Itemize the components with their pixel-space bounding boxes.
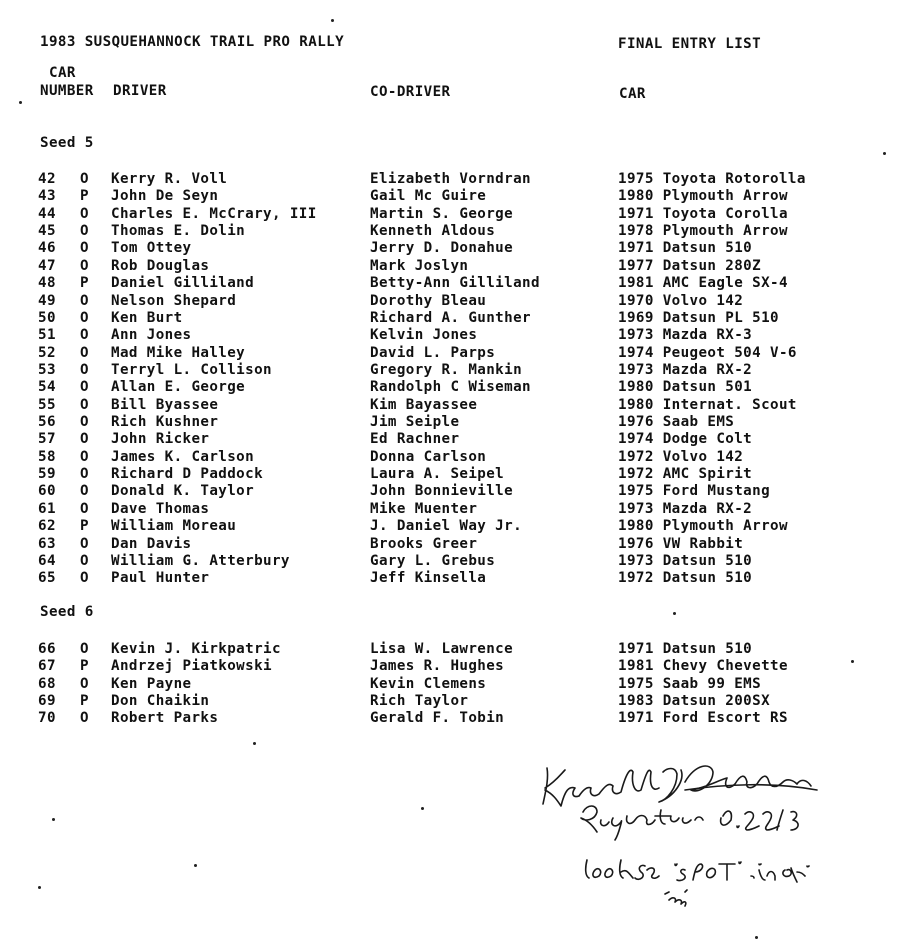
paper-speck: [883, 152, 886, 155]
car-model: 1975 Ford Mustang: [618, 483, 771, 500]
car-number: 45: [38, 223, 56, 240]
entry-row: [0, 327, 900, 344]
entry-class: O: [80, 535, 89, 552]
car-number: 67: [38, 658, 56, 675]
paper-speck: [421, 807, 424, 810]
entry-row: [0, 641, 900, 658]
car-model: 1980 Internat. Scout: [618, 396, 797, 413]
entry-class: O: [80, 223, 89, 240]
driver-name: Paul Hunter: [111, 570, 210, 587]
car-number: 63: [38, 535, 56, 552]
co-driver-name: Kevin Clemens: [370, 675, 487, 692]
driver-name: Kevin J. Kirkpatric: [111, 641, 281, 657]
entry-class: O: [80, 240, 89, 257]
car-number: 59: [38, 466, 56, 483]
co-driver-name: Martin S. George: [370, 205, 514, 222]
driver-name: Daniel Gilliland: [111, 275, 255, 292]
car-number: 58: [38, 448, 56, 465]
co-driver-name: Gary L. Grebus: [370, 552, 496, 569]
document-subtitle: FINAL ENTRY LIST: [618, 36, 762, 52]
co-driver-name: Ed Rachner: [370, 431, 460, 448]
driver-name: Nelson Shepard: [111, 292, 237, 309]
driver-name: Tom Ottey: [111, 240, 192, 257]
car-number: 51: [38, 327, 56, 344]
car-number: 70: [38, 710, 56, 727]
car-number: 43: [38, 188, 56, 205]
column-header-car-number-line1: CAR: [49, 65, 76, 81]
co-driver-name: Mark Joslyn: [370, 257, 469, 274]
driver-name: John De Seyn: [111, 188, 219, 205]
car-number: 42: [38, 171, 56, 187]
entry-row: [0, 710, 900, 727]
car-model: 1981 Chevy Chevette: [618, 658, 788, 675]
car-model: 1969 Datsun PL 510: [618, 309, 779, 326]
entry-class: O: [80, 431, 89, 448]
co-driver-name: Mike Muenter: [370, 500, 478, 517]
entry-row: [0, 275, 900, 292]
car-model: 1977 Datsun 280Z: [618, 257, 762, 274]
entry-class: O: [80, 379, 89, 396]
entry-row: [0, 553, 900, 570]
co-driver-name: Gerald F. Tobin: [370, 710, 505, 727]
car-number: 61: [38, 500, 56, 517]
entry-row: [0, 258, 900, 275]
car-number: 46: [38, 240, 56, 257]
entry-row: [0, 293, 900, 310]
co-driver-name: Richard A. Gunther: [370, 309, 531, 326]
co-driver-name: Betty-Ann Gilliland: [370, 275, 540, 292]
entry-class: O: [80, 344, 89, 361]
co-driver-name: David L. Parps: [370, 344, 496, 361]
entry-row: [0, 414, 900, 431]
car-model: 1971 Datsun 510: [618, 641, 753, 657]
entry-class: P: [80, 518, 89, 535]
entry-class: P: [80, 275, 89, 292]
entry-row: [0, 693, 900, 710]
entry-row: [0, 466, 900, 483]
entry-row: [0, 431, 900, 448]
co-driver-name: Laura A. Seipel: [370, 466, 505, 483]
car-model: 1976 Saab EMS: [618, 414, 735, 431]
entry-row: [0, 570, 900, 587]
entry-class: O: [80, 327, 89, 344]
driver-name: Don Chaikin: [111, 693, 210, 710]
column-header-car: CAR: [619, 86, 646, 102]
driver-name: Donald K. Taylor: [111, 483, 255, 500]
car-model: 1975 Saab 99 EMS: [618, 675, 762, 692]
paper-speck: [851, 660, 854, 663]
entry-row: [0, 206, 900, 223]
co-driver-name: Kenneth Aldous: [370, 223, 496, 240]
car-number: 68: [38, 675, 56, 692]
driver-name: Terryl L. Collison: [111, 361, 272, 378]
driver-name: William G. Atterbury: [111, 552, 290, 569]
driver-name: William Moreau: [111, 518, 237, 535]
car-model: 1972 Volvo 142: [618, 448, 744, 465]
driver-name: Rob Douglas: [111, 257, 210, 274]
entry-class: O: [80, 710, 89, 727]
entry-class: O: [80, 500, 89, 517]
driver-name: Andrzej Piatkowski: [111, 658, 272, 675]
car-model: 1981 AMC Eagle SX-4: [618, 275, 788, 292]
co-driver-name: Jeff Kinsella: [370, 570, 487, 587]
car-model: 1970 Volvo 142: [618, 292, 744, 309]
driver-name: Bill Byassee: [111, 396, 219, 413]
co-driver-name: James R. Hughes: [370, 658, 505, 675]
car-model: 1978 Plymouth Arrow: [618, 223, 788, 240]
entry-class: O: [80, 257, 89, 274]
car-model: 1971 Datsun 510: [618, 240, 753, 257]
car-number: 57: [38, 431, 56, 448]
co-driver-name: Kelvin Jones: [370, 327, 478, 344]
entry-row: [0, 171, 900, 188]
entry-row: [0, 223, 900, 240]
paper-speck: [52, 818, 55, 821]
car-number: 64: [38, 552, 56, 569]
car-model: 1980 Plymouth Arrow: [618, 518, 788, 535]
car-number: 60: [38, 483, 56, 500]
co-driver-name: Elizabeth Vorndran: [370, 171, 531, 187]
car-number: 44: [38, 205, 56, 222]
entry-class: O: [80, 483, 89, 500]
entry-row: [0, 345, 900, 362]
entry-class: O: [80, 396, 89, 413]
car-model: 1974 Dodge Colt: [618, 431, 753, 448]
entry-row: [0, 483, 900, 500]
car-number: 48: [38, 275, 56, 292]
paper-speck: [253, 742, 256, 745]
seed-label: Seed 6: [40, 604, 94, 620]
entry-class: O: [80, 552, 89, 569]
driver-name: Rich Kushner: [111, 414, 219, 431]
co-driver-name: Kim Bayassee: [370, 396, 478, 413]
car-model: 1971 Ford Escort RS: [618, 710, 788, 727]
driver-name: John Ricker: [111, 431, 210, 448]
registrar-signature: [535, 760, 835, 920]
driver-name: Ann Jones: [111, 327, 192, 344]
entry-class: P: [80, 693, 89, 710]
driver-name: Mad Mike Halley: [111, 344, 246, 361]
driver-name: Charles E. McCrary, III: [111, 205, 317, 222]
car-model: 1980 Datsun 501: [618, 379, 753, 396]
paper-speck: [673, 612, 676, 615]
driver-name: Dave Thomas: [111, 500, 210, 517]
entry-class: O: [80, 292, 89, 309]
car-number: 55: [38, 396, 56, 413]
entry-row: [0, 379, 900, 396]
car-number: 66: [38, 641, 56, 657]
paper-speck: [19, 101, 22, 104]
entry-class: O: [80, 448, 89, 465]
car-model: 1971 Toyota Corolla: [618, 205, 788, 222]
car-model: 1973 Mazda RX-2: [618, 500, 753, 517]
entry-row: [0, 188, 900, 205]
entry-row: [0, 310, 900, 327]
paper-speck: [331, 19, 334, 22]
document-title: 1983 SUSQUEHANNOCK TRAIL PRO RALLY: [40, 34, 345, 50]
entry-row: [0, 362, 900, 379]
car-number: 69: [38, 693, 56, 710]
entry-class: P: [80, 188, 89, 205]
entry-row: [0, 240, 900, 257]
column-header-driver: DRIVER: [113, 83, 167, 99]
car-number: 53: [38, 361, 56, 378]
column-header-co-driver: CO-DRIVER: [370, 84, 451, 100]
car-model: 1973 Mazda RX-3: [618, 327, 753, 344]
car-number: 47: [38, 257, 56, 274]
car-model: 1974 Peugeot 504 V-6: [618, 344, 797, 361]
entry-class: O: [80, 414, 89, 431]
driver-name: Ken Payne: [111, 675, 192, 692]
co-driver-name: Brooks Greer: [370, 535, 478, 552]
car-number: 65: [38, 570, 56, 587]
car-number: 62: [38, 518, 56, 535]
car-number: 49: [38, 292, 56, 309]
co-driver-name: Gregory R. Mankin: [370, 361, 523, 378]
car-model: 1975 Toyota Rotorolla: [618, 171, 806, 187]
paper-speck: [38, 886, 41, 889]
car-number: 52: [38, 344, 56, 361]
car-model: 1972 Datsun 510: [618, 570, 753, 587]
entry-row: [0, 676, 900, 693]
co-driver-name: John Bonnieville: [370, 483, 514, 500]
co-driver-name: Jerry D. Donahue: [370, 240, 514, 257]
car-number: 50: [38, 309, 56, 326]
entry-class: P: [80, 658, 89, 675]
driver-name: Allan E. George: [111, 379, 246, 396]
entry-row: [0, 449, 900, 466]
paper-speck: [755, 936, 758, 939]
car-model: 1973 Datsun 510: [618, 552, 753, 569]
co-driver-name: Gail Mc Guire: [370, 188, 487, 205]
car-number: 54: [38, 379, 56, 396]
driver-name: Ken Burt: [111, 309, 183, 326]
entry-class: O: [80, 641, 89, 657]
co-driver-name: Randolph C Wiseman: [370, 379, 531, 396]
car-number: 56: [38, 414, 56, 431]
entry-row: [0, 536, 900, 553]
driver-name: Dan Davis: [111, 535, 192, 552]
entry-row: [0, 501, 900, 518]
entry-row: [0, 397, 900, 414]
co-driver-name: J. Daniel Way Jr.: [370, 518, 523, 535]
entry-class: O: [80, 570, 89, 587]
seed-label: Seed 5: [40, 135, 94, 151]
entry-class: O: [80, 205, 89, 222]
entry-row: [0, 658, 900, 675]
entry-class: O: [80, 309, 89, 326]
column-header-car-number-line2: NUMBER: [40, 83, 94, 99]
co-driver-name: Rich Taylor: [370, 693, 469, 710]
co-driver-name: Donna Carlson: [370, 448, 487, 465]
car-model: 1972 AMC Spirit: [618, 466, 753, 483]
co-driver-name: Lisa W. Lawrence: [370, 641, 514, 657]
entry-class: O: [80, 361, 89, 378]
co-driver-name: Jim Seiple: [370, 414, 460, 431]
co-driver-name: Dorothy Bleau: [370, 292, 487, 309]
entry-class: O: [80, 466, 89, 483]
driver-name: Richard D Paddock: [111, 466, 264, 483]
driver-name: Kerry R. Voll: [111, 171, 228, 187]
car-model: 1973 Mazda RX-2: [618, 361, 753, 378]
car-model: 1976 VW Rabbit: [618, 535, 744, 552]
entry-row: [0, 518, 900, 535]
car-model: 1980 Plymouth Arrow: [618, 188, 788, 205]
driver-name: Robert Parks: [111, 710, 219, 727]
car-model: 1983 Datsun 200SX: [618, 693, 771, 710]
driver-name: Thomas E. Dolin: [111, 223, 246, 240]
paper-speck: [194, 864, 197, 867]
entry-class: O: [80, 171, 89, 187]
driver-name: James K. Carlson: [111, 448, 255, 465]
entry-class: O: [80, 675, 89, 692]
